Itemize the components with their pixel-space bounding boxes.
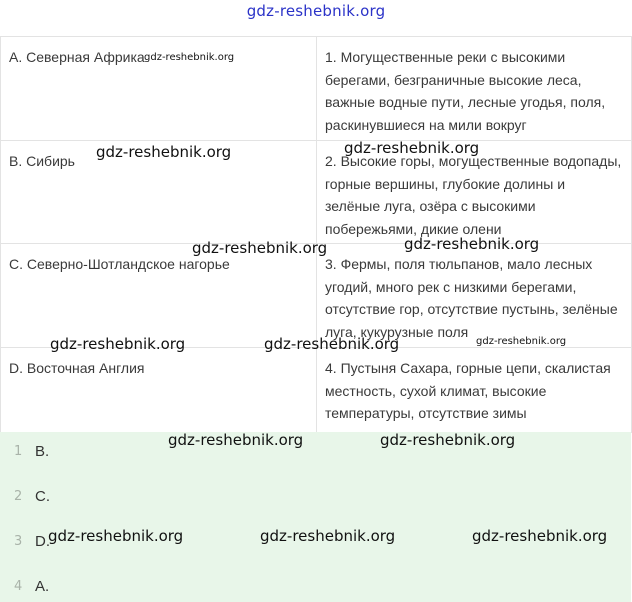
watermark: gdz-reshebnik.org xyxy=(344,139,480,157)
region-cell: C. Северно-Шотландское нагорье xyxy=(1,244,317,348)
region-cell: B. Сибирь xyxy=(1,141,317,244)
watermark: gdz-reshebnik.org xyxy=(260,527,396,545)
watermark: gdz-reshebnik.org xyxy=(472,527,608,545)
answer-value: C. xyxy=(35,487,50,505)
answer-value: A. xyxy=(35,577,50,595)
header-watermark: gdz-reshebnik.org xyxy=(246,2,386,20)
table-row xyxy=(1,37,632,141)
watermark: gdz-reshebnik.org xyxy=(476,336,567,347)
answer-number: 3 xyxy=(14,533,23,549)
table-row xyxy=(1,244,632,348)
watermark: gdz-reshebnik.org xyxy=(380,431,516,449)
region-cell: D. Восточная Англия xyxy=(1,348,317,433)
answer-panel xyxy=(0,432,631,602)
description-cell: 4. Пустыня Сахара, горные цепи, скалистая местность, сухой климат, высокие температуры, отсутствие зимы xyxy=(317,348,632,433)
table-row xyxy=(1,348,632,433)
description-cell: 1. Могущественные реки с высокими берегами, безграничные высокие леса, важные водные пути, лесные угодья, поля, раскинувшиеся на мили вокруг xyxy=(317,37,632,141)
watermark: gdz-reshebnik.org xyxy=(144,52,235,63)
answer-value: B. xyxy=(35,442,50,460)
watermark: gdz-reshebnik.org xyxy=(96,143,232,161)
description-cell: 3. Фермы, поля тюльпанов, мало лесных угодий, много рек с низкими берегами, отсутствие гор, отсутствие пустынь, зелёные луга, кукурузные поля xyxy=(317,244,632,348)
region-cell: A. Северная Африка xyxy=(1,37,317,141)
watermark: gdz-reshebnik.org xyxy=(168,431,304,449)
description-cell: 2. Высокие горы, могущественные водопады, горные вершины, глубокие долины и зелёные луга, озёра с высокими побережьями, дикие олени xyxy=(317,141,632,244)
watermark: gdz-reshebnik.org xyxy=(48,527,184,545)
answer-value: D. xyxy=(35,532,50,550)
watermark: gdz-reshebnik.org xyxy=(264,335,400,353)
watermark: gdz-reshebnik.org xyxy=(404,235,540,253)
answer-number: 1 xyxy=(14,443,23,459)
watermark: gdz-reshebnik.org xyxy=(192,239,328,257)
watermark: gdz-reshebnik.org xyxy=(50,335,186,353)
answer-number: 2 xyxy=(14,488,23,504)
answer-number: 4 xyxy=(14,578,23,594)
